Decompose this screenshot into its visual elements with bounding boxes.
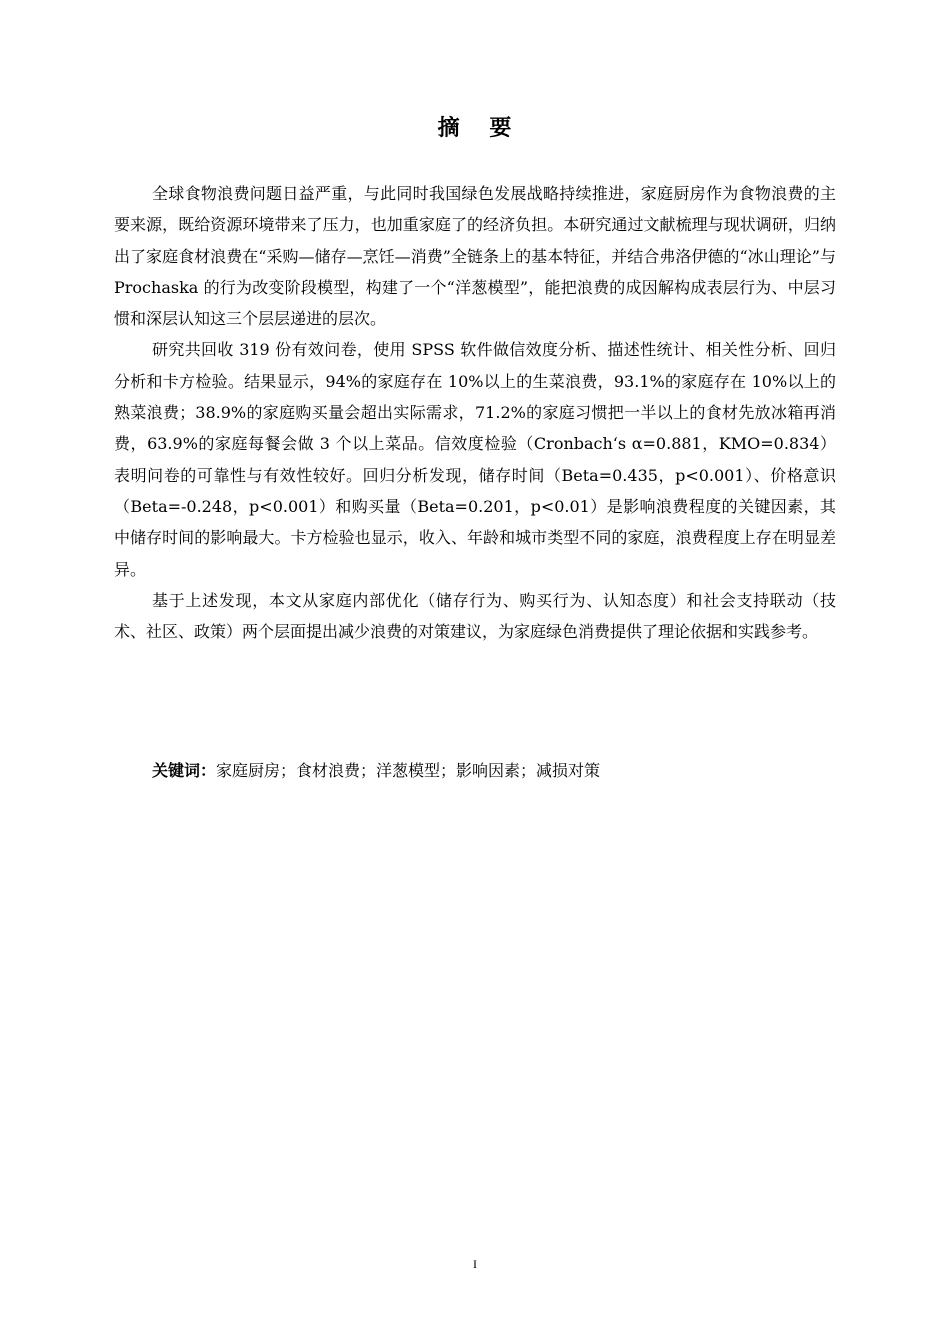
abstract-body [114, 178, 836, 647]
page-number: I [473, 1257, 477, 1271]
abstract-title: 摘 要 [437, 116, 523, 141]
abstract-paragraph-2: 研究共回收 319 份有效问卷，使用 SPSS 软件做信效度分析、描述性统计、相关性分析、回归分析和卡方检验。结果显示，94%的家庭存在 10%以上的生菜浪费，93.1%的家庭存在 10%以上的熟菜浪费；38.9%的家庭购买量会超出实际需求，71.2%的家庭习惯把一半以上的食材先放冰箱再消费，63.9%的家庭每餐会做 3 个以上菜品。信效度检验（Cronbach‘s α=0.881，KMO=0.834）表明问卷的可靠性与有效性较好。回归分析发现，储存时间（Beta=0.435，p<0.001）、价格意识（Beta=-0.248，p<0.001）和购买量（Beta=0.201，p<0.01）是影响浪费程度的关键因素，其中储存时间的影响最大。卡方检验也显示，收入、年龄和城市类型不同的家庭，浪费程度上存在明显差异。 [114, 340, 836, 579]
keywords-label: 关键词： [152, 761, 217, 780]
keywords-text: 家庭厨房；食材浪费；洋葱模型；影响因素；减损对策 [216, 761, 601, 780]
keywords-line [152, 756, 836, 786]
abstract-paragraph-1: 全球食物浪费问题日益严重，与此同时我国绿色发展战略持续推进，家庭厨房作为食物浪费的主要来源，既给资源环境带来了压力，也加重家庭了的经济负担。本研究通过文献梳理与现状调研，归纳出了家庭食材浪费在“采购—储存—烹饪—消费”全链条上的基本特征，并结合弗洛伊德的“冰山理论”与 Prochaska 的行为改变阶段模型，构建了一个“洋葱模型”，能把浪费的成因解构成表层行为、中层习惯和深层认知这三个层层递进的层次。 [114, 184, 836, 329]
abstract-paragraph-3: 基于上述发现，本文从家庭内部优化（储存行为、购买行为、认知态度）和社会支持联动（技术、社区、政策）两个层面提出减少浪费的对策建议，为家庭绿色消费提供了理论依据和实践参考。 [114, 590, 836, 642]
